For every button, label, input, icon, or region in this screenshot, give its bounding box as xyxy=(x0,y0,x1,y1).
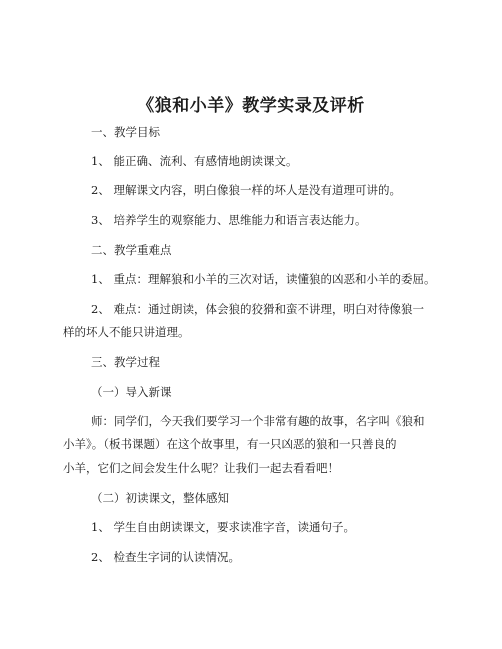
subsection-heading-first-reading: （二）初读课文，整体感知 xyxy=(91,491,229,505)
section-heading-key-points: 二、教学重难点 xyxy=(91,243,172,257)
section-heading-process: 三、教学过程 xyxy=(91,355,160,369)
paragraph-teacher-line-2: 小羊》。（板书课题）在这个故事里，有一只凶恶的狼和一只善良的 xyxy=(63,437,397,451)
document-title: 《狼和小羊》教学实录及评析 xyxy=(137,96,365,116)
subsection-heading-intro: （一）导入新课 xyxy=(91,385,172,399)
objective-item-1: 1、 能正确、流利、有感情地朗读课文。 xyxy=(91,154,298,168)
reading-item-2: 2、 检查生字词的认读情况。 xyxy=(91,550,240,564)
paragraph-teacher-line-3: 小羊，它们之间会发生什么呢？让我们一起去看看吧！ xyxy=(63,461,339,475)
key-point-item-2: 2、 难点：通过朗读，体会狼的狡猾和蛮不讲理，明白对待像狼一 xyxy=(91,302,424,316)
key-point-item-1: 1、 重点：理解狼和小羊的三次对话，读懂狼的凶恶和小羊的委屈。 xyxy=(91,272,436,286)
objective-item-2: 2、 理解课文内容，明白像狼一样的坏人是没有道理可讲的。 xyxy=(91,183,401,197)
objective-item-3: 3、 培养学生的观察能力、思维能力和语言表达能力。 xyxy=(91,213,367,227)
key-point-item-2-continued: 样的坏人不能只讲道理。 xyxy=(63,325,190,339)
paragraph-teacher-line-1: 师：同学们，今天我们要学习一个非常有趣的故事，名字叫《狼和 xyxy=(91,414,425,428)
reading-item-1: 1、 学生自由朗读课文，要求读准字音，读通句子。 xyxy=(91,520,355,534)
section-heading-objectives: 一、教学目标 xyxy=(91,125,160,139)
